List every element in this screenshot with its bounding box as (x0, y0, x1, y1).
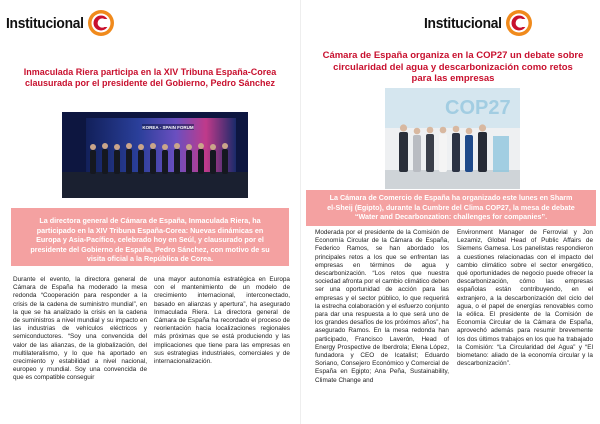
cop27-photo (385, 88, 520, 189)
left-article-body-col1: Durante el evento, la directora general de Cámara de España ha moderado la mesa redonda “Cooperación para responder a la crisis de la cadena de suministro mundial”, en la que se ha analizado la crisis en la cadena de suministros a nivel mundial y su impacto en las industrias de vehículos eléctricos y semiconductores. “Soy una convencida del valor de las alianzas, de la globalización, del multilateralismo, y lo que ha aportado en crecimiento y estabilidad a nivel nacional, europeo y mundial. Soy una convencida de que es compatible conseguir (13, 276, 147, 382)
brand-name: Institucional (424, 14, 502, 32)
right-article-lead (306, 190, 596, 226)
right-article-body-col1: Moderada por el presidente de la Comisión de Economía Circular de la Cámara de España, Federico Ramos, se han abordado los principales retos a los que se enfrentan las empresas en términos de agua y descarbonización. “Los retos que nuestra sociedad afronta por el cambio climático deben ser una oportunidad de acción para las empresas y el sector público, lo que requerirá la estrecha colaboración y el esfuerzo conjunto para dar una respuesta a lo que será uno de los grandes desafíos de los próximos años”, ha asegurado Ramos. En la mesa redonda han participado, Francisco Laverón, Head of Energy Prospective de Iberdrola; Elena López, fundadora y CEO de Icatalist; Eduardo Soriano, Consejero Económico y Comercial de España en Egipto; Ana Peña, Sustainability, Climate Change and (315, 229, 449, 384)
left-article-body-col2: una mayor autonomía estratégica en Europa con el mantenimiento de un modelo de crecimiento internacional, interconectado, basado en alianzas y apertura”, ha asegurado Inmaculada Riera. La directora general de Cámara de España ha recordado el proceso de reorientación hacia localizaciones regionales más próximas que se está produciendo y las implicaciones que tiene para las empresas en sus estrategias industriales, comerciales y de internacionalización. (154, 276, 290, 366)
right-article-body-col2: Environment Manager de Ferrovial y Jon Lezamiz, Global Head of Public Affairs de Siemens Gamesa. Los panelistas respondieron a cuestiones relacionadas con el impacto del cambio climático sobre el sector energético, qué oportunidades de negocio puede ofrecer la descarbonización, cómo las empresas españolas están contribuyendo, en el extranjero, a la descarbonización del ciclo del agua, o el papel de energías renovables como la eólica. El presidente de la Comisión de Economía Circular de la Cámara de España, aprovechó además para resumir brevemente los dos últimos trabajos en los que ha trabajado la Comisión: “La Circularidad del Agua” y “El biometano: aliado de la economía circular y la descarbonización”. (457, 229, 593, 368)
right-page (300, 0, 600, 424)
brand-header (6, 8, 116, 38)
left-article-lead (11, 208, 289, 266)
forum-sign: KOREA - SPAIN FORUM (142, 125, 194, 130)
brand-header (424, 8, 534, 38)
institucional-logo-icon (86, 8, 116, 38)
left-lead-text: La directora general de Cámara de España, Inmaculada Riera, ha participado en la XIV Tribuna España-Corea: Nuevas dinámicas en Europa y Asia-Pacífico, celebrado hoy en Seúl, y clausurado por el presidente del Gobierno de España, Pedro Sánchez, con motivo de su visita oficial a la República de Corea. (30, 216, 270, 264)
left-article-headline: Inmaculada Riera participa en la XIV Tribuna España-Corea clausurada por el presidente del Gobierno, Pedro Sánchez (23, 67, 277, 88)
institucional-logo-icon (504, 8, 534, 38)
right-lead-text: La Cámara de Comercio de España ha organizado este lunes en Sharm el-Sheij (Egipto), durante la Cumbre del Clima COP27, la mesa de debate “Water and Decarbonzation: challenges for companies”. (327, 193, 575, 222)
korea-forum-photo (62, 112, 248, 198)
brand-name: Institucional (6, 14, 84, 32)
right-article-headline: Cámara de España organiza en la COP27 un debate sobre circularidad del agua y descarbonización como retos para las empresas (322, 50, 584, 84)
cop27-sign: COP27 (445, 97, 511, 119)
